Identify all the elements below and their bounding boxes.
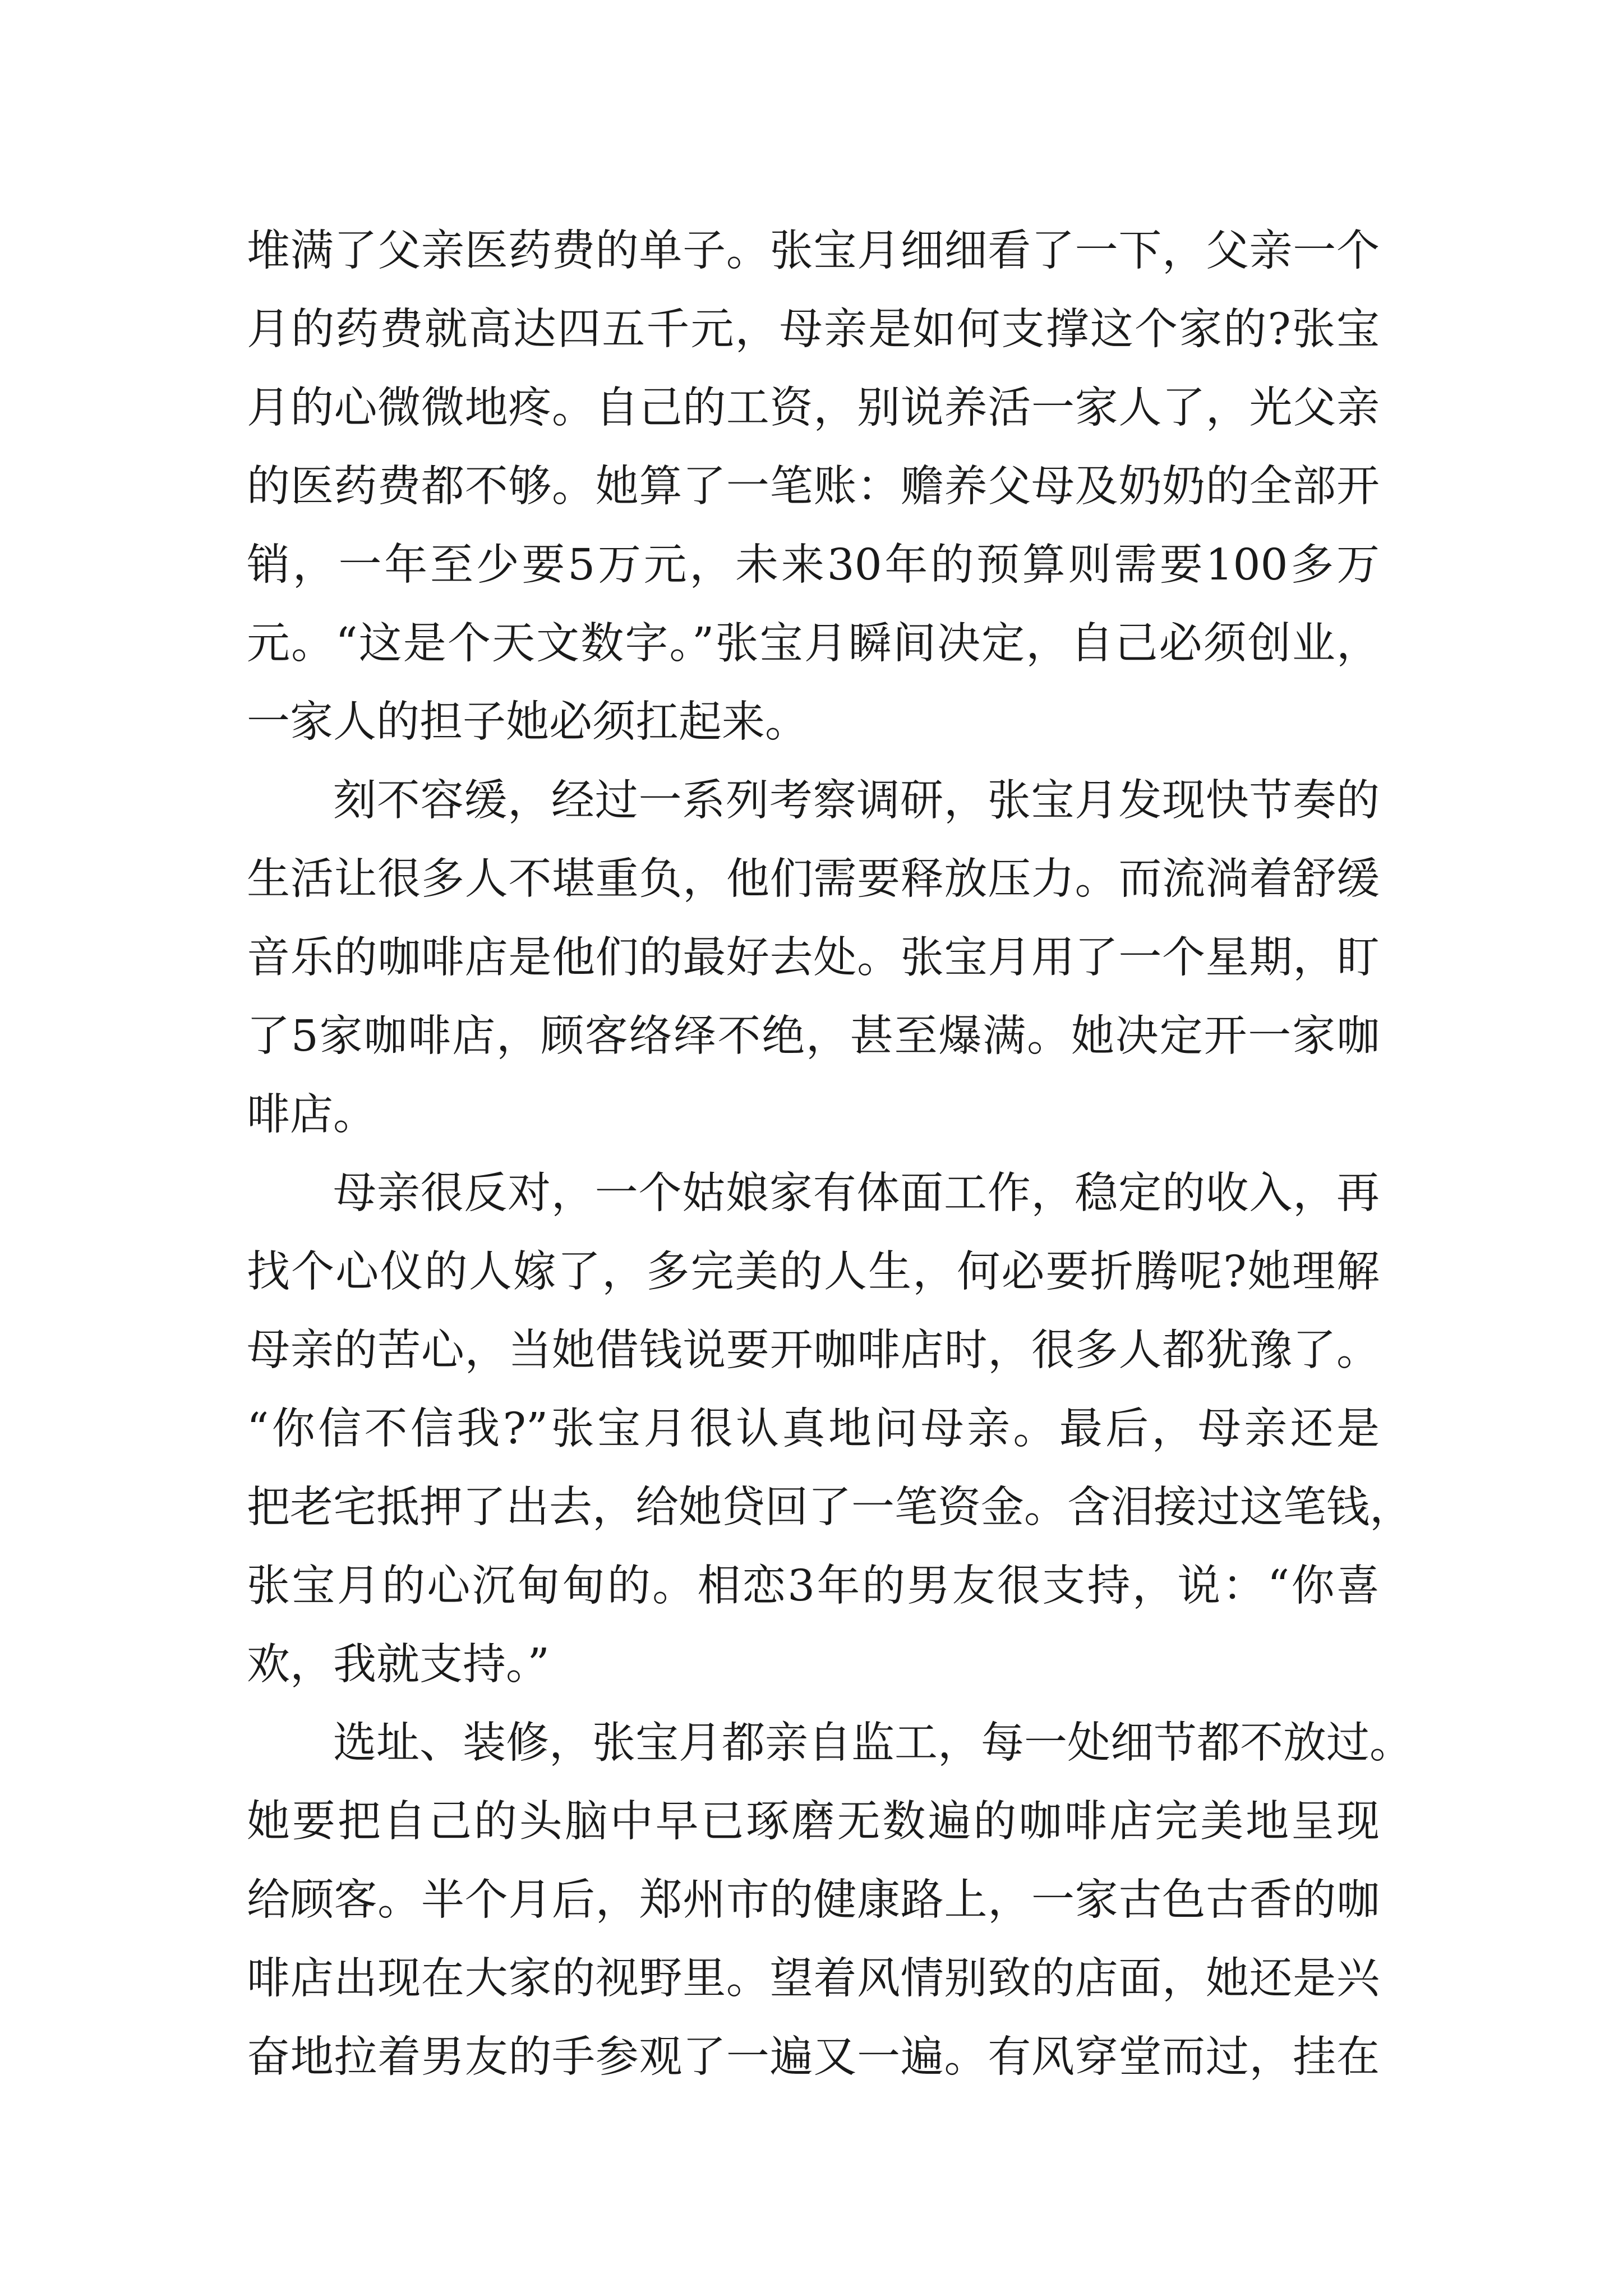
paragraph-first-line: 选址、装修，张宝月都亲自监工，每一处细节都不放过。 [333,1718,1413,1768]
text-line: 啡店。 [247,1090,376,1140]
text-line: 欢，我就支持。” [247,1640,550,1690]
text-line: 销，一年至少要5万元，未来30年的预算则需要100多万 [247,540,1380,590]
text-line: 一家人的担子她必须扛起来。 [247,697,808,747]
text-line: 给顾客。半个月后，郑州市的健康路上，一家古色古香的咖 [247,1875,1380,1925]
text-line: 奋地拉着男友的手参观了一遍又一遍。有风穿堂而过，挂在 [247,2032,1380,2082]
text-line: “你信不信我?”张宝月很认真地问母亲。最后，母亲还是 [247,1404,1380,1454]
text-line: 的医药费都不够。她算了一笔账：赡养父母及奶奶的全部开 [247,462,1380,512]
body-text [247,212,1413,2097]
text-line: 音乐的咖啡店是他们的最好去处。张宝月用了一个星期，盯 [247,933,1380,983]
text-line: 元。“这是个天文数字。”张宝月瞬间决定，自己必须创业， [247,619,1380,669]
text-line: 堆满了父亲医药费的单子。张宝月细细看了一下，父亲一个 [247,226,1380,276]
paragraph-first-line: 刻不容缓，经过一系列考察调研，张宝月发现快节奏的 [333,776,1380,826]
text-line: 了5家咖啡店，顾客络绎不绝，甚至爆满。她决定开一家咖 [247,1011,1380,1061]
text-line: 张宝月的心沉甸甸的。相恋3年的男友很支持，说：“你喜 [247,1561,1380,1611]
text-line: 把老宅抵押了出去，给她贷回了一笔资金。含泪接过这笔钱， [247,1483,1413,1533]
text-line: 月的心微微地疼。自己的工资，别说养活一家人了，光父亲 [247,383,1380,433]
text-line: 啡店出现在大家的视野里。望着风情别致的店面，她还是兴 [247,1954,1380,2004]
text-line: 母亲的苦心，当她借钱说要开咖啡店时，很多人都犹豫了。 [247,1326,1380,1375]
text-line: 她要把自己的头脑中早已琢磨无数遍的咖啡店完美地呈现 [247,1797,1380,1847]
text-line: 找个心仪的人嫁了，多完美的人生，何必要折腾呢?她理解 [247,1247,1380,1297]
text-line: 月的药费就高达四五千元，母亲是如何支撑这个家的?张宝 [247,305,1380,355]
text-line: 生活让很多人不堪重负，他们需要释放压力。而流淌着舒缓 [247,854,1380,904]
paragraph-first-line: 母亲很反对，一个姑娘家有体面工作，稳定的收入，再 [333,1168,1380,1218]
